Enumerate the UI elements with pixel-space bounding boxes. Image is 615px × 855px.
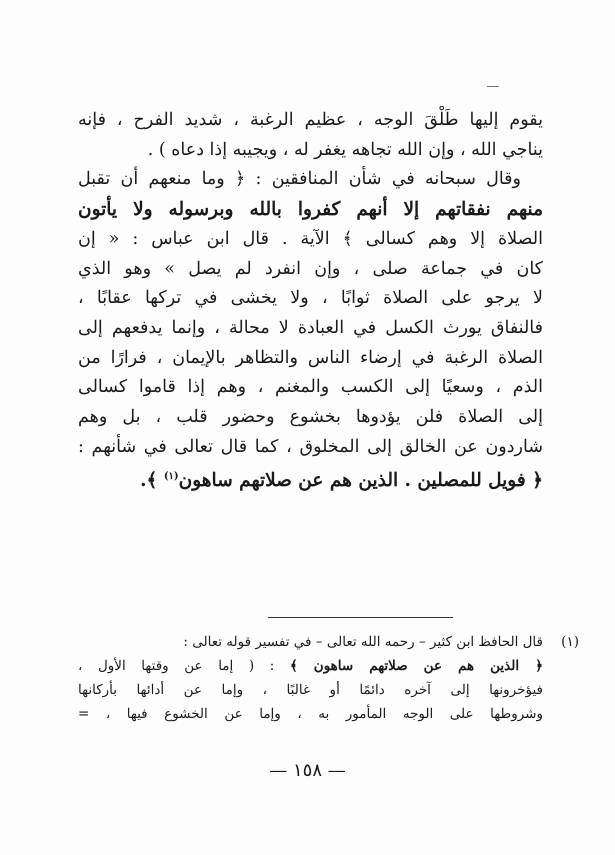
page-number: — ١٥٨ — — [269, 760, 346, 781]
body-line — [78, 106, 543, 136]
body-line — [78, 165, 543, 195]
body-line — [78, 433, 543, 463]
main-text — [78, 106, 543, 496]
footnote-quran-quote: ﴿ الذين هم عن صلاتهم ساهون ﴾ — [289, 658, 543, 674]
body-line — [78, 225, 543, 255]
footnote-line-text: وشروطها على الوجه المأمور به ، وإما عن الخشوع فيها ، = — [78, 706, 543, 722]
body-line — [78, 195, 543, 225]
footnote-reference: (١) — [163, 471, 179, 483]
body-line-text: يقوم إليها طَلْقَ الوجه ، عظيم الرغبة ، شديد الفرح ، فإنه — [78, 110, 543, 130]
body-line-text: الصلاة الرغبة في إرضاء الناس والتظاهر بالإيمان ، فرارًا من — [78, 347, 543, 368]
body-line — [78, 255, 543, 285]
body-line — [78, 403, 543, 433]
body-line — [78, 462, 543, 496]
footnote-line-text: : ( إما عن وقتها الأول ، — [78, 658, 290, 674]
footnote-line-text: فيؤخرونها إلى آخره دائمًا أو غالبًا ، وإما عن أدائها بأركانها — [78, 682, 543, 698]
footnote-line — [78, 702, 543, 726]
body-line-text: إلى الصلاة فلن يؤدوها بخشوع وحضور قلب ، بل وهم — [78, 407, 543, 428]
body-line-text: يناجي الله ، وإن الله تجاهه يغفر له ، ويجيبه إذا دعاه ) . — [147, 139, 543, 160]
body-line — [78, 314, 543, 344]
body-line-text: لا يرجو على الصلاة ثوابًا ، ولا يخشى في تركها عقابًا ، — [78, 288, 543, 309]
body-line-text: الذم ، وسعيًا إلى الكسب والمغنم ، وهم إذا قاموا كسالى — [78, 377, 543, 398]
body-line — [78, 373, 543, 403]
footnote-line — [78, 654, 543, 678]
body-line-text: فالنفاق يورث الكسل في العبادة لا محالة ، وإنما يدفعهم إلى — [78, 317, 543, 338]
body-line — [78, 344, 543, 374]
body-line — [78, 284, 543, 314]
body-line-text: وقال سبحانه في شأن المنافقين : ﴿ وما منعهم أن تقبل — [78, 169, 521, 190]
footnote-separator — [268, 617, 453, 618]
footnote-line — [78, 630, 543, 654]
body-line-text: شاردون عن الخالق إلى المخلوق ، كما قال تعالى في شأنهم : — [78, 436, 543, 457]
footnote-line — [78, 678, 543, 702]
body-line-text: الصلاة إلا وهم كسالى ﴾ الآية . قال ابن عباس : « إن — [78, 228, 543, 249]
footnote — [78, 630, 579, 726]
body-line-text: ﴿ فويل للمصلين . الذين هم عن صلاتهم ساهون — [178, 470, 543, 492]
body-line — [78, 136, 543, 166]
scan-artifact — [487, 86, 499, 87]
footnote-marker: (١) — [561, 634, 579, 650]
body-line-text: منهم نفقاتهم إلا أنهم كفروا بالله وبرسوله ولا يأتون — [78, 199, 543, 221]
body-line-text: كان في جماعة صلى ، وإن انفرد لم يصل » وهو الذي — [78, 258, 543, 279]
closing-bracket: ﴾. — [140, 470, 164, 492]
footnote-line-text: قال الحافظ ابن كثير – رحمه الله تعالى – في تفسير قوله تعالى : — [183, 634, 543, 650]
